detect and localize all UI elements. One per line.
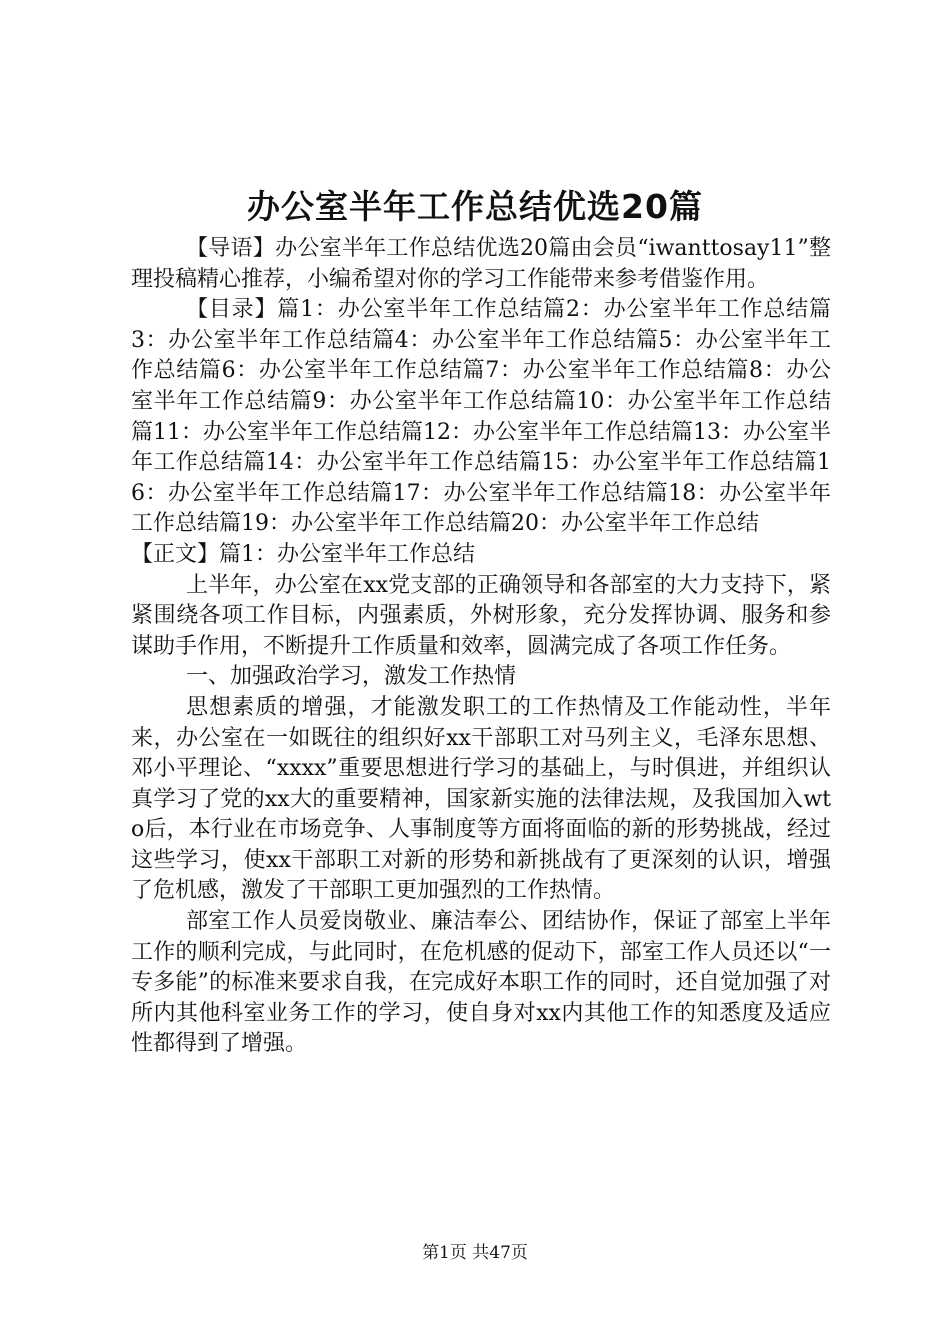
section-heading: 一、加强政治学习，激发工作热情 <box>186 664 517 690</box>
main-text-heading: 【正文】篇1：办公室半年工作总结 <box>131 541 475 567</box>
body-paragraph: 上半年，办公室在xx党支部的正确领导和各部室的大力支持下，紧紧围绕各项工作目标，内强素质，外树形象，充分发挥协调、服务和参谋助手作用，不断提升工作质量和效率，圆满完成了各项工作任务。 <box>131 572 831 659</box>
intro-paragraph: 【导语】办公室半年工作总结优选20篇由会员“iwanttosay11”整理投稿精心推荐，小编希望对你的学习工作能带来参考借鉴作用。 <box>131 236 831 292</box>
body-paragraph: 思想素质的增强，才能激发职工的工作热情及工作能动性，半年来，办公室在一如既往的组织好xx干部职工对马列主义，毛泽东思想、邓小平理论、“xxxx”重要思想进行学习的基础上，与时俱进，并组织认真学习了党的xx大的重要精神，国家新实施的法律法规，及我国加入wto后，本行业在市场竞争、人事制度等方面将面临的新的形势挑战，经过这些学习，使xx干部职工对新的形势和新挑战有了更深刻的认识，增强了危机感，激发了干部职工更加强烈的工作热情。 <box>131 694 831 904</box>
document-title: 办公室半年工作总结优选20篇 <box>247 187 703 226</box>
body-paragraph: 部室工作人员爱岗敬业、廉洁奉公、团结协作，保证了部室上半年工作的顺利完成，与此同时，在危机感的促动下，部室工作人员还以“一专多能”的标准来要求自我，在完成好本职工作的同时，还自觉加强了对所内其他科室业务工作的学习，使自身对xx内其他工作的知悉度及适应性都得到了增强。 <box>131 909 831 1057</box>
table-of-contents-paragraph: 【目录】篇1：办公室半年工作总结篇2：办公室半年工作总结篇3：办公室半年工作总结篇4：办公室半年工作总结篇5：办公室半年工作总结篇6：办公室半年工作总结篇7：办公室半年工作总结篇8：办公室半年工作总结篇9：办公室半年工作总结篇10：办公室半年工作总结篇11：办公室半年工作总结篇12：办公室半年工作总结篇13：办公室半年工作总结篇14：办公室半年工作总结篇15：办公室半年工作总结篇16：办公室半年工作总结篇17：办公室半年工作总结篇18：办公室半年工作总结篇19：办公室半年工作总结篇20：办公室半年工作总结 <box>131 297 831 537</box>
document-body <box>131 234 831 1060</box>
page-number-footer: 第1页 共47页 <box>422 1243 528 1263</box>
